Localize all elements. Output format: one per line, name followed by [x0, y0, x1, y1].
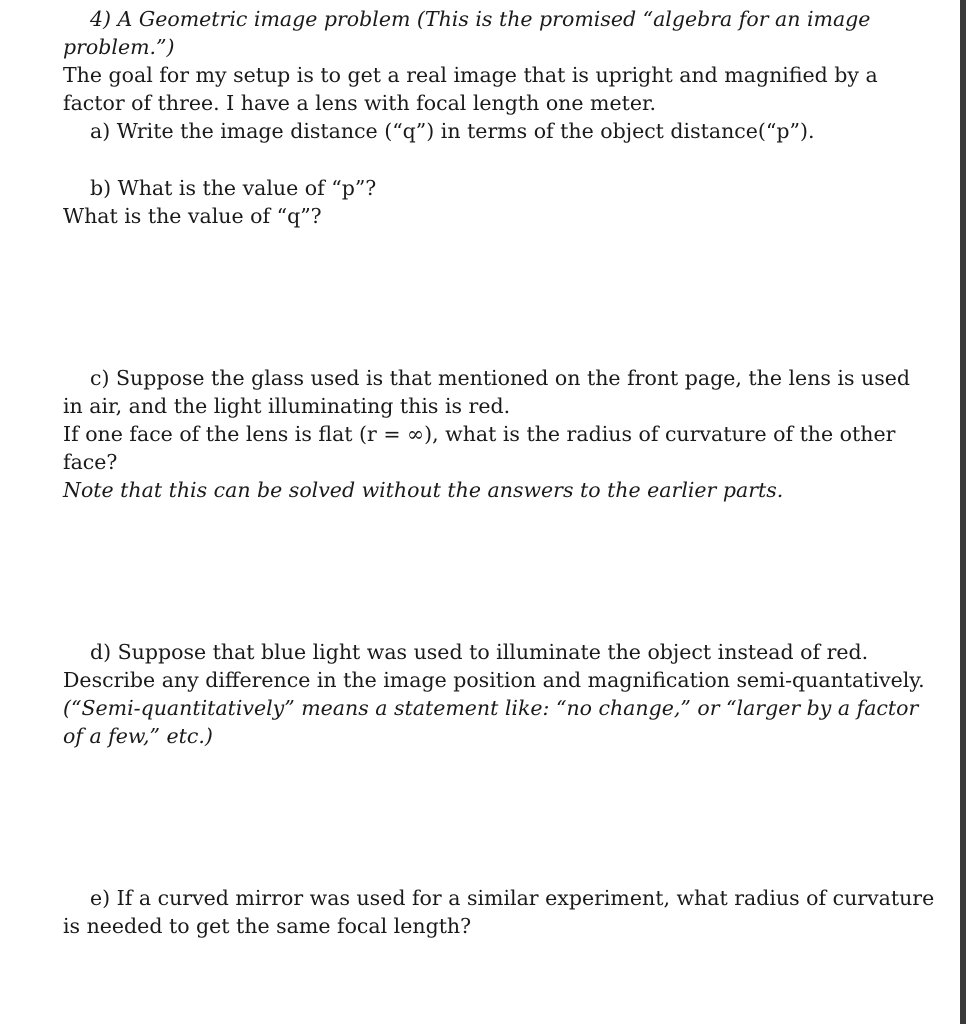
page-edge-border: [960, 0, 966, 1024]
part-e-line-2: is needed to get the same focal length?: [63, 914, 472, 938]
part-c-note: Note that this can be solved without the answers to the earlier parts.: [63, 478, 784, 502]
problem-intro-line-2: factor of three. I have a lens with focal length one meter.: [63, 91, 657, 115]
problem-intro-line-1: The goal for my setup is to get a real image that is upright and magnified by a: [63, 63, 878, 87]
part-c-line-1: c) Suppose the glass used is that mentioned on the front page, the lens is used: [90, 366, 910, 390]
problem-header-line-1: 4) A Geometric image problem (This is the promised “algebra for an image: [90, 7, 871, 31]
part-e-line-1: e) If a curved mirror was used for a similar experiment, what radius of curvature: [90, 886, 935, 910]
part-c-line-4: face?: [63, 450, 118, 474]
part-d-line-3: (“Semi-quantitatively” means a statement like: “no change,” or “larger by a factor: [63, 696, 919, 720]
part-d-line-1: d) Suppose that blue light was used to illuminate the object instead of red.: [90, 640, 869, 664]
part-c-line-2: in air, and the light illuminating this is red.: [63, 394, 511, 418]
part-c-line-3: If one face of the lens is flat (r = ∞), what is the radius of curvature of the other: [63, 422, 896, 446]
part-b-question-q: What is the value of “q”?: [63, 204, 322, 228]
part-b-question-p: b) What is the value of “p”?: [90, 176, 377, 200]
part-d-line-4: of a few,” etc.): [63, 724, 213, 748]
problem-header-line-2: problem.”): [63, 35, 175, 59]
part-d-line-2: Describe any difference in the image position and magnification semi-quantatively.: [63, 668, 925, 692]
part-a-question: a) Write the image distance (“q”) in terms of the object distance(“p”).: [90, 119, 815, 143]
